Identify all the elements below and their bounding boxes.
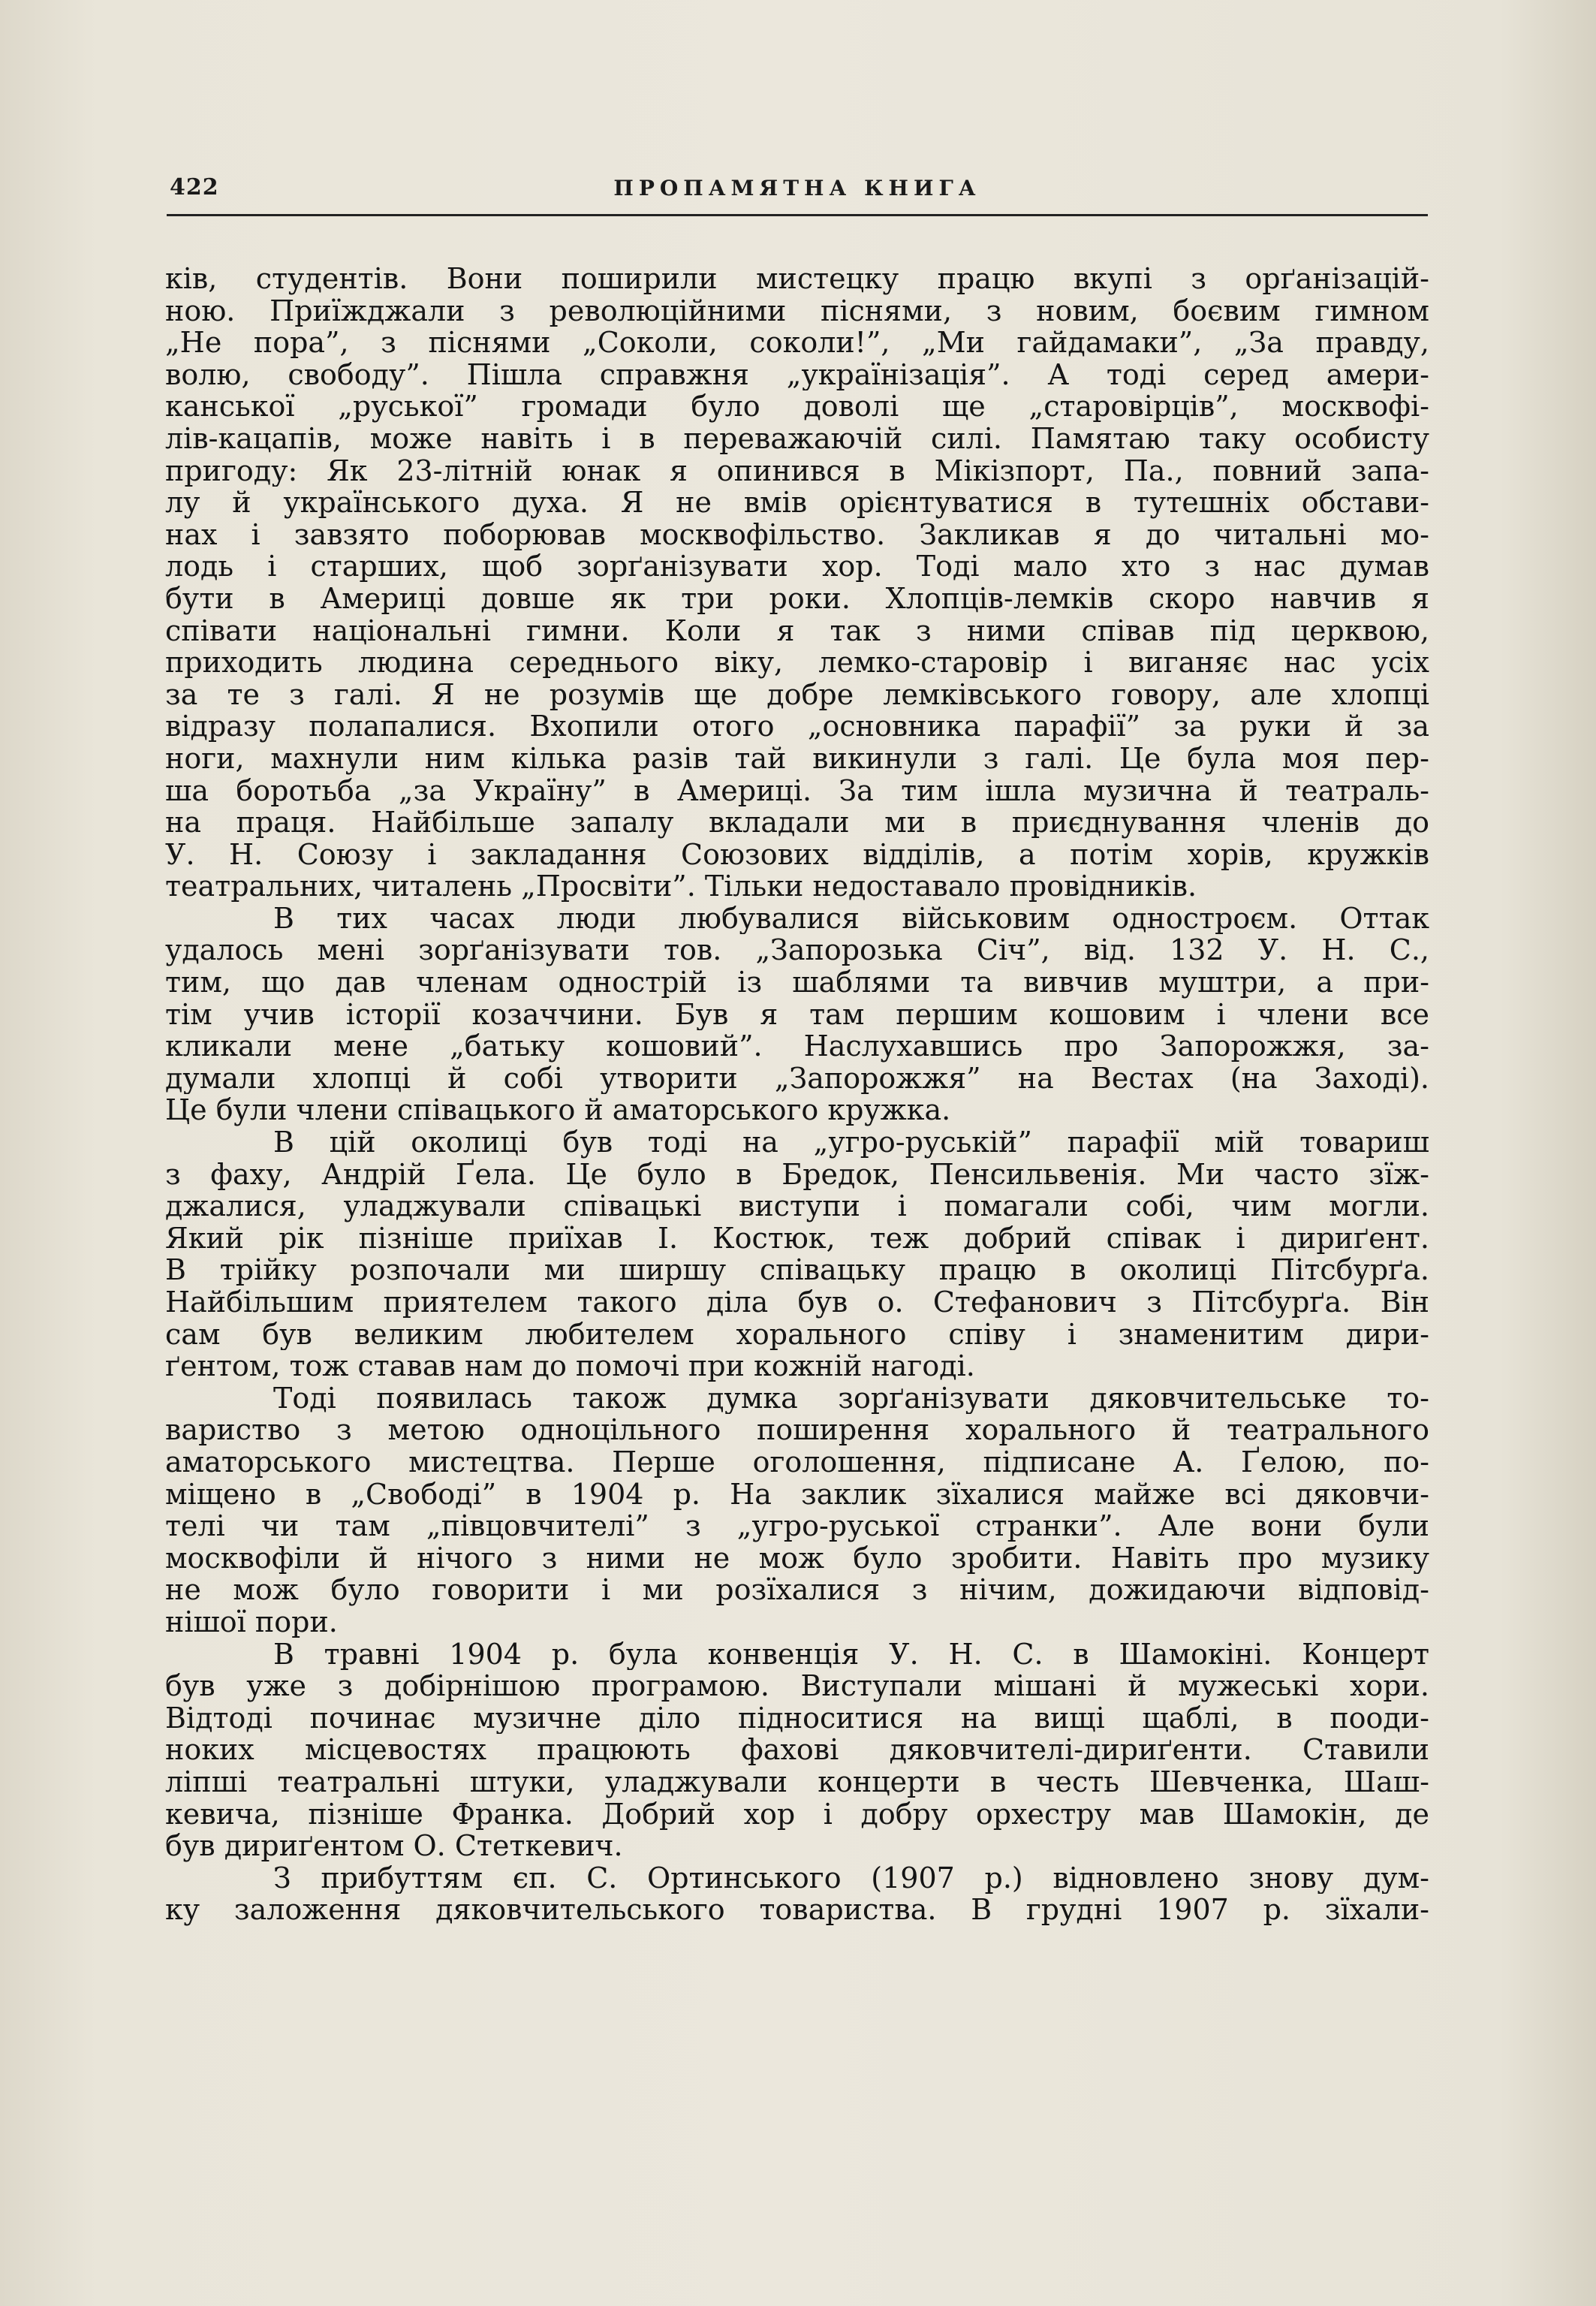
header-rule <box>167 214 1428 216</box>
text-line: „Не пора”, з піснями „Соколи, соколи!”, „Ми гайдамаки”, „За правду, <box>165 327 1429 359</box>
text-line: бути в Америці довше як три роки. Хлопців-лемків скоро навчив я <box>165 582 1429 615</box>
text-line: кевича, пізніше Франка. Добрий хор і добру орхестру мав Шамокін, де <box>165 1798 1429 1831</box>
body-text <box>165 263 1429 1926</box>
text-line: ґентом, тож ставав нам до помочі при кожній нагоді. <box>165 1350 975 1382</box>
text-line: В трійку розпочали ми ширшу співацьку працю в околиці Пітсбурґа. <box>165 1254 1429 1286</box>
text-line: У. Н. Союзу і закладання Союзових відділів, а потім хорів, кружків <box>165 838 1429 871</box>
text-line: джалися, уладжували співацькі виступи і помагали собі, чим могли. <box>165 1190 1429 1222</box>
text-line: вариство з метою одноцільного поширення хорального й театрального <box>165 1414 1429 1446</box>
text-line: з фаху, Андрій Ґела. Це було в Бредок, Пенсильвенія. Ми часто зїж- <box>165 1158 1429 1191</box>
text-line: лодь і старших, щоб зорґанізувати хор. Тоді мало хто з нас думав <box>165 550 1429 583</box>
text-line: за те з галі. Я не розумів ще добре лемківського говору, але хлопці <box>165 678 1429 711</box>
text-line: волю, свободу”. Пішла справжня „українізація”. А тоді серед амери- <box>165 358 1429 391</box>
text-line: нах і завзято поборював москвофільство. Закликав я до читальні мо- <box>165 518 1429 551</box>
text-line: думали хлопці й собі утворити „Запорожжя” на Вестах (на Заході). <box>165 1062 1429 1095</box>
text-line: Це були члени співацького й аматорського кружка. <box>165 1094 951 1127</box>
text-line: В травні 1904 р. була конвенція У. Н. С. в Шамокіні. Концерт <box>273 1638 1429 1671</box>
text-line: тім учив історії козаччини. Був я там першим кошовим і члени все <box>165 998 1429 1031</box>
page-header <box>167 171 1428 215</box>
text-line: В цій околиці був тоді на „угро-руській” парафії мій товариш <box>273 1126 1429 1159</box>
text-line: ків, студентів. Вони поширили мистецку працю вкупі з орґанізацій- <box>165 263 1429 295</box>
text-line: був уже з добірнішою програмою. Виступали мішані й мужеські хори. <box>165 1670 1429 1702</box>
text-line: на праця. Найбільше запалу вкладали ми в приєднування членів до <box>165 806 1429 839</box>
text-line: був дириґентом О. Стеткевич. <box>165 1830 623 1862</box>
running-title: ПРОПАМЯТНА КНИГА <box>613 176 981 200</box>
text-line: лів-кацапів, може навіть і в переважаючій силі. Памятаю таку особисту <box>165 422 1429 455</box>
text-line: ноги, махнули ним кілька разів тай викинули з галі. Це була моя пер- <box>165 742 1429 775</box>
text-line: Найбільшим приятелем такого діла був о. Стефанович з Пітсбурґа. Він <box>165 1286 1429 1319</box>
text-line: приходить людина середнього віку, лемко-старовір і виганяє нас усіх <box>165 647 1429 679</box>
text-line: лу й українського духа. Я не вмів орієнтуватися в тутешніх обстави- <box>165 487 1429 519</box>
text-line: нішої пори. <box>165 1605 338 1638</box>
text-line: пригоду: Як 23-літній юнак я опинився в Мікізпорт, Па., повний запа- <box>165 454 1429 487</box>
text-line: кликали мене „батьку кошовий”. Наслухавшись про Запорожжя, за- <box>165 1030 1429 1063</box>
page-number: 422 <box>170 174 219 200</box>
text-line: ноких місцевостях працюють фахові дяковчителі-дириґенти. Ставили <box>165 1734 1429 1766</box>
text-line: міщено в „Свободі” в 1904 р. На заклик зїхалися майже всі дяковчи- <box>165 1478 1429 1511</box>
text-line: телі чи там „півцовчителі” з „угро-руської странки”. Але вони були <box>165 1510 1429 1542</box>
text-line: тим, що дав членам однострій із шаблями та вивчив муштри, а при- <box>165 966 1429 999</box>
text-line: ною. Приїжджали з революційними піснями, з новим, боєвим гимном <box>165 294 1429 327</box>
text-line: ліпші театральні штуки, уладжували концерти в честь Шевченка, Шаш- <box>165 1765 1429 1798</box>
text-line: відразу полапалися. Вхопили отого „основника парафії” за руки й за <box>165 710 1429 743</box>
text-line: З прибуттям єп. С. Ортинського (1907 р.) відновлено знову дум- <box>273 1861 1429 1895</box>
text-line: канської „руської” громади було доволі ще „старовірців”, москвофі- <box>165 390 1429 423</box>
text-line: Який рік пізніше приїхав І. Костюк, теж добрий співак і дириґент. <box>165 1222 1429 1255</box>
text-line: театральних, читалень „Просвіти”. Тільки недоставало провідників. <box>165 870 1197 903</box>
text-line: співати національні гимни. Коли я так з ними співав під церквою, <box>165 614 1429 647</box>
text-line: В тих часах люди любувалися військовим одностроєм. Оттак <box>273 902 1429 935</box>
text-line: удалось мені зорґанізувати тов. „Запорозька Січ”, від. 132 У. Н. С., <box>165 934 1429 967</box>
text-line: сам був великим любителем хорального співу і знаменитим дири- <box>165 1318 1429 1351</box>
text-line: ша боротьба „за Україну” в Америці. За тим ішла музична й театраль- <box>165 774 1429 807</box>
text-line: аматорського мистецтва. Перше оголошення, підписане А. Ґелою, по- <box>165 1445 1429 1479</box>
text-line: не мож було говорити і ми розїхалися з нічим, дожидаючи відповід- <box>165 1574 1429 1606</box>
text-line: ку заложення дяковчительського товариства. В грудні 1907 р. зїхали- <box>165 1894 1429 1926</box>
text-line: Тоді появилась також думка зорґанізувати дяковчительське то- <box>273 1382 1429 1415</box>
text-line: Відтоді починає музичне діло підноситися на вищі щаблі, в пооди- <box>165 1702 1429 1735</box>
text-line: москвофіли й нічого з ними не мож було зробити. Навіть про музику <box>165 1542 1429 1575</box>
